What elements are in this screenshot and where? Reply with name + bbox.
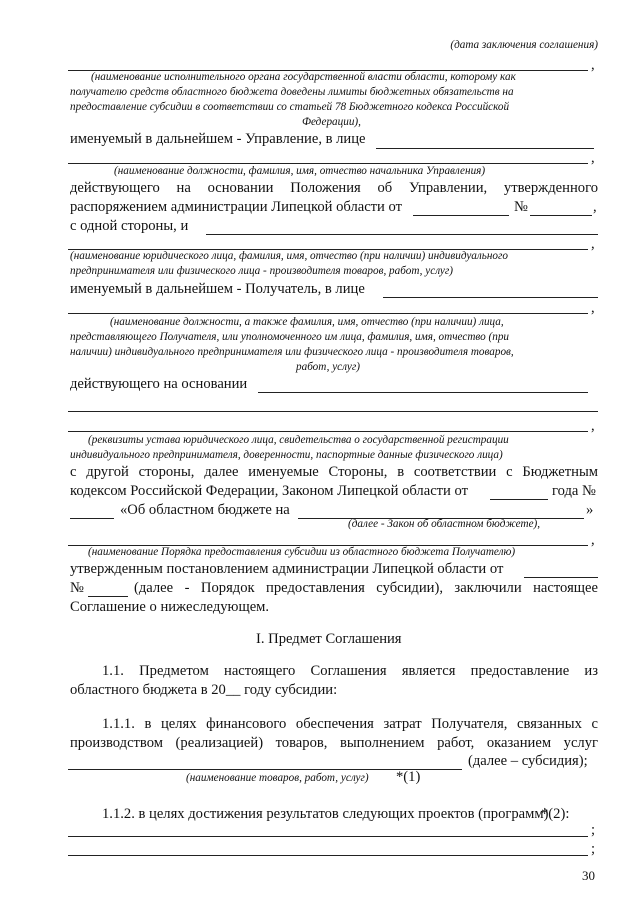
punct-comma: , bbox=[591, 150, 595, 166]
executive-organ-caption-1: (наименование исполнительного органа государственной власти области, которому как bbox=[91, 71, 516, 83]
punct-comma: , bbox=[591, 236, 595, 252]
parties-line-3-end: » bbox=[586, 502, 594, 518]
head-caption: (наименование должности, фамилия, имя, отчество начальника Управления) bbox=[114, 165, 486, 177]
recipient-caption-2: предпринимателя или физического лица - производителя товаров, работ, услуг) bbox=[70, 265, 453, 277]
p111-line-1: 1.1.1. в целях финансового обеспечения затрат Получателя, связанных с bbox=[102, 716, 598, 732]
blank-project-2[interactable] bbox=[68, 855, 588, 856]
blank-department-head-2[interactable] bbox=[68, 163, 588, 164]
page-number: 30 bbox=[582, 868, 595, 883]
recipient-caption-1: (наименование юридического лица, фамилия, имя, отчество (при наличии) индивидуального bbox=[70, 250, 508, 262]
parties-line-2: кодексом Российской Федерации, Законом Липецкой области от bbox=[70, 483, 468, 499]
p11-line-2: областного бюджета в 20__ году субсидии: bbox=[70, 682, 338, 698]
named-recipient-text: именуемый в дальнейшем - Получатель, в лице bbox=[70, 281, 365, 297]
punct-comma: , bbox=[591, 57, 595, 73]
blank-approval-date[interactable] bbox=[524, 577, 598, 578]
blank-department-head[interactable] bbox=[376, 148, 594, 149]
blank-basis-document-3[interactable] bbox=[68, 431, 588, 432]
p11-line-1: 1.1. Предметом настоящего Соглашения является предоставление из bbox=[102, 663, 598, 679]
procedure-caption: (наименование Порядка предоставления субсидии из областного бюджета Получателю) bbox=[88, 546, 516, 558]
blank-recipient-representative[interactable] bbox=[383, 297, 598, 298]
p111-line-2: производством (реализацией) товаров, выполнением работ, оказанием услуг bbox=[70, 735, 598, 751]
requisites-caption-1: (реквизиты устава юридического лица, свидетельства о государственной регистрации bbox=[88, 434, 509, 446]
representative-caption-4: работ, услуг) bbox=[296, 361, 360, 373]
blank-decree-number[interactable] bbox=[530, 215, 592, 216]
parties-line-3: «Об областном бюджете на bbox=[120, 502, 290, 518]
requisites-caption-2: индивидуального предпринимателя, доверенности, паспортные данные физического лица) bbox=[70, 449, 503, 461]
p112-line-1: 1.1.2. в целях достижения результатов следующих проектов (программ) bbox=[102, 806, 549, 822]
punct-comma: , bbox=[593, 199, 597, 215]
executive-organ-caption-2: получателю средств областного бюджета доведены лимиты бюджетных обязательств на bbox=[70, 86, 514, 98]
basis-dept-line-3: с одной стороны, и bbox=[70, 218, 189, 234]
blank-law-date[interactable] bbox=[490, 499, 548, 500]
blank-law-number[interactable] bbox=[70, 518, 114, 519]
p111-line-3: (далее – субсидия); bbox=[468, 753, 588, 769]
representative-caption-1: (наименование должности, а также фамилия, имя, отчество (при наличии) лица, bbox=[110, 316, 504, 328]
section-title: I. Предмет Соглашения bbox=[256, 631, 402, 647]
blank-project-1[interactable] bbox=[68, 836, 588, 837]
number-sign: № bbox=[514, 199, 528, 215]
basis-dept-line-2: распоряжением администрации Липецкой области от bbox=[70, 199, 402, 215]
approval-line-3: Соглашение о нижеследующем. bbox=[70, 599, 270, 615]
footnote-2: *(2): bbox=[541, 806, 570, 822]
approval-number-sign: № bbox=[70, 580, 84, 596]
basis-dept-line-1: действующего на основании Положения об Управлении, утвержденного bbox=[70, 180, 598, 196]
punct-comma: , bbox=[591, 418, 595, 434]
blank-approval-number[interactable] bbox=[88, 596, 128, 597]
blank-basis-document[interactable] bbox=[258, 392, 588, 393]
executive-organ-caption-4: Федерации), bbox=[302, 116, 361, 128]
blank-recipient-representative-2[interactable] bbox=[68, 313, 588, 314]
goods-caption: (наименование товаров, работ, услуг) bbox=[186, 772, 369, 784]
date-caption: (дата заключения соглашения) bbox=[450, 39, 598, 51]
representative-caption-2: представляющего Получателя, или уполномоченного им лица, фамилия, имя, отчество (при bbox=[70, 331, 510, 343]
law-caption: (далее - Закон об областном бюджете), bbox=[348, 518, 541, 530]
approval-line-1: утвержденным постановлением администрации Липецкой области от bbox=[70, 561, 504, 577]
punct-comma: , bbox=[591, 532, 595, 548]
executive-organ-caption-3: предоставление субсидии в соответствии со статьей 78 Бюджетного кодекса Российской bbox=[70, 101, 510, 113]
basis-recipient-text: действующего на основании bbox=[70, 376, 248, 392]
parties-line-1: с другой стороны, далее именуемые Стороны, в соответствии с Бюджетным bbox=[70, 464, 598, 480]
approval-line-2: (далее - Порядок предоставления субсидии), заключили настоящее bbox=[134, 580, 598, 596]
blank-decree-date[interactable] bbox=[413, 215, 509, 216]
punct-semicolon: ; bbox=[591, 841, 596, 857]
blank-recipient-name[interactable] bbox=[206, 234, 598, 235]
blank-basis-document-2[interactable] bbox=[68, 411, 598, 412]
parties-line-2-end: года № bbox=[552, 483, 596, 499]
punct-semicolon: ; bbox=[591, 822, 596, 838]
representative-caption-3: наличии) индивидуального предпринимателя или физического лица - производителя товаров, bbox=[70, 346, 514, 358]
punct-comma: , bbox=[591, 300, 595, 316]
footnote-1: *(1) bbox=[396, 769, 421, 785]
named-department-text: именуемый в дальнейшем - Управление, в лице bbox=[70, 131, 366, 147]
